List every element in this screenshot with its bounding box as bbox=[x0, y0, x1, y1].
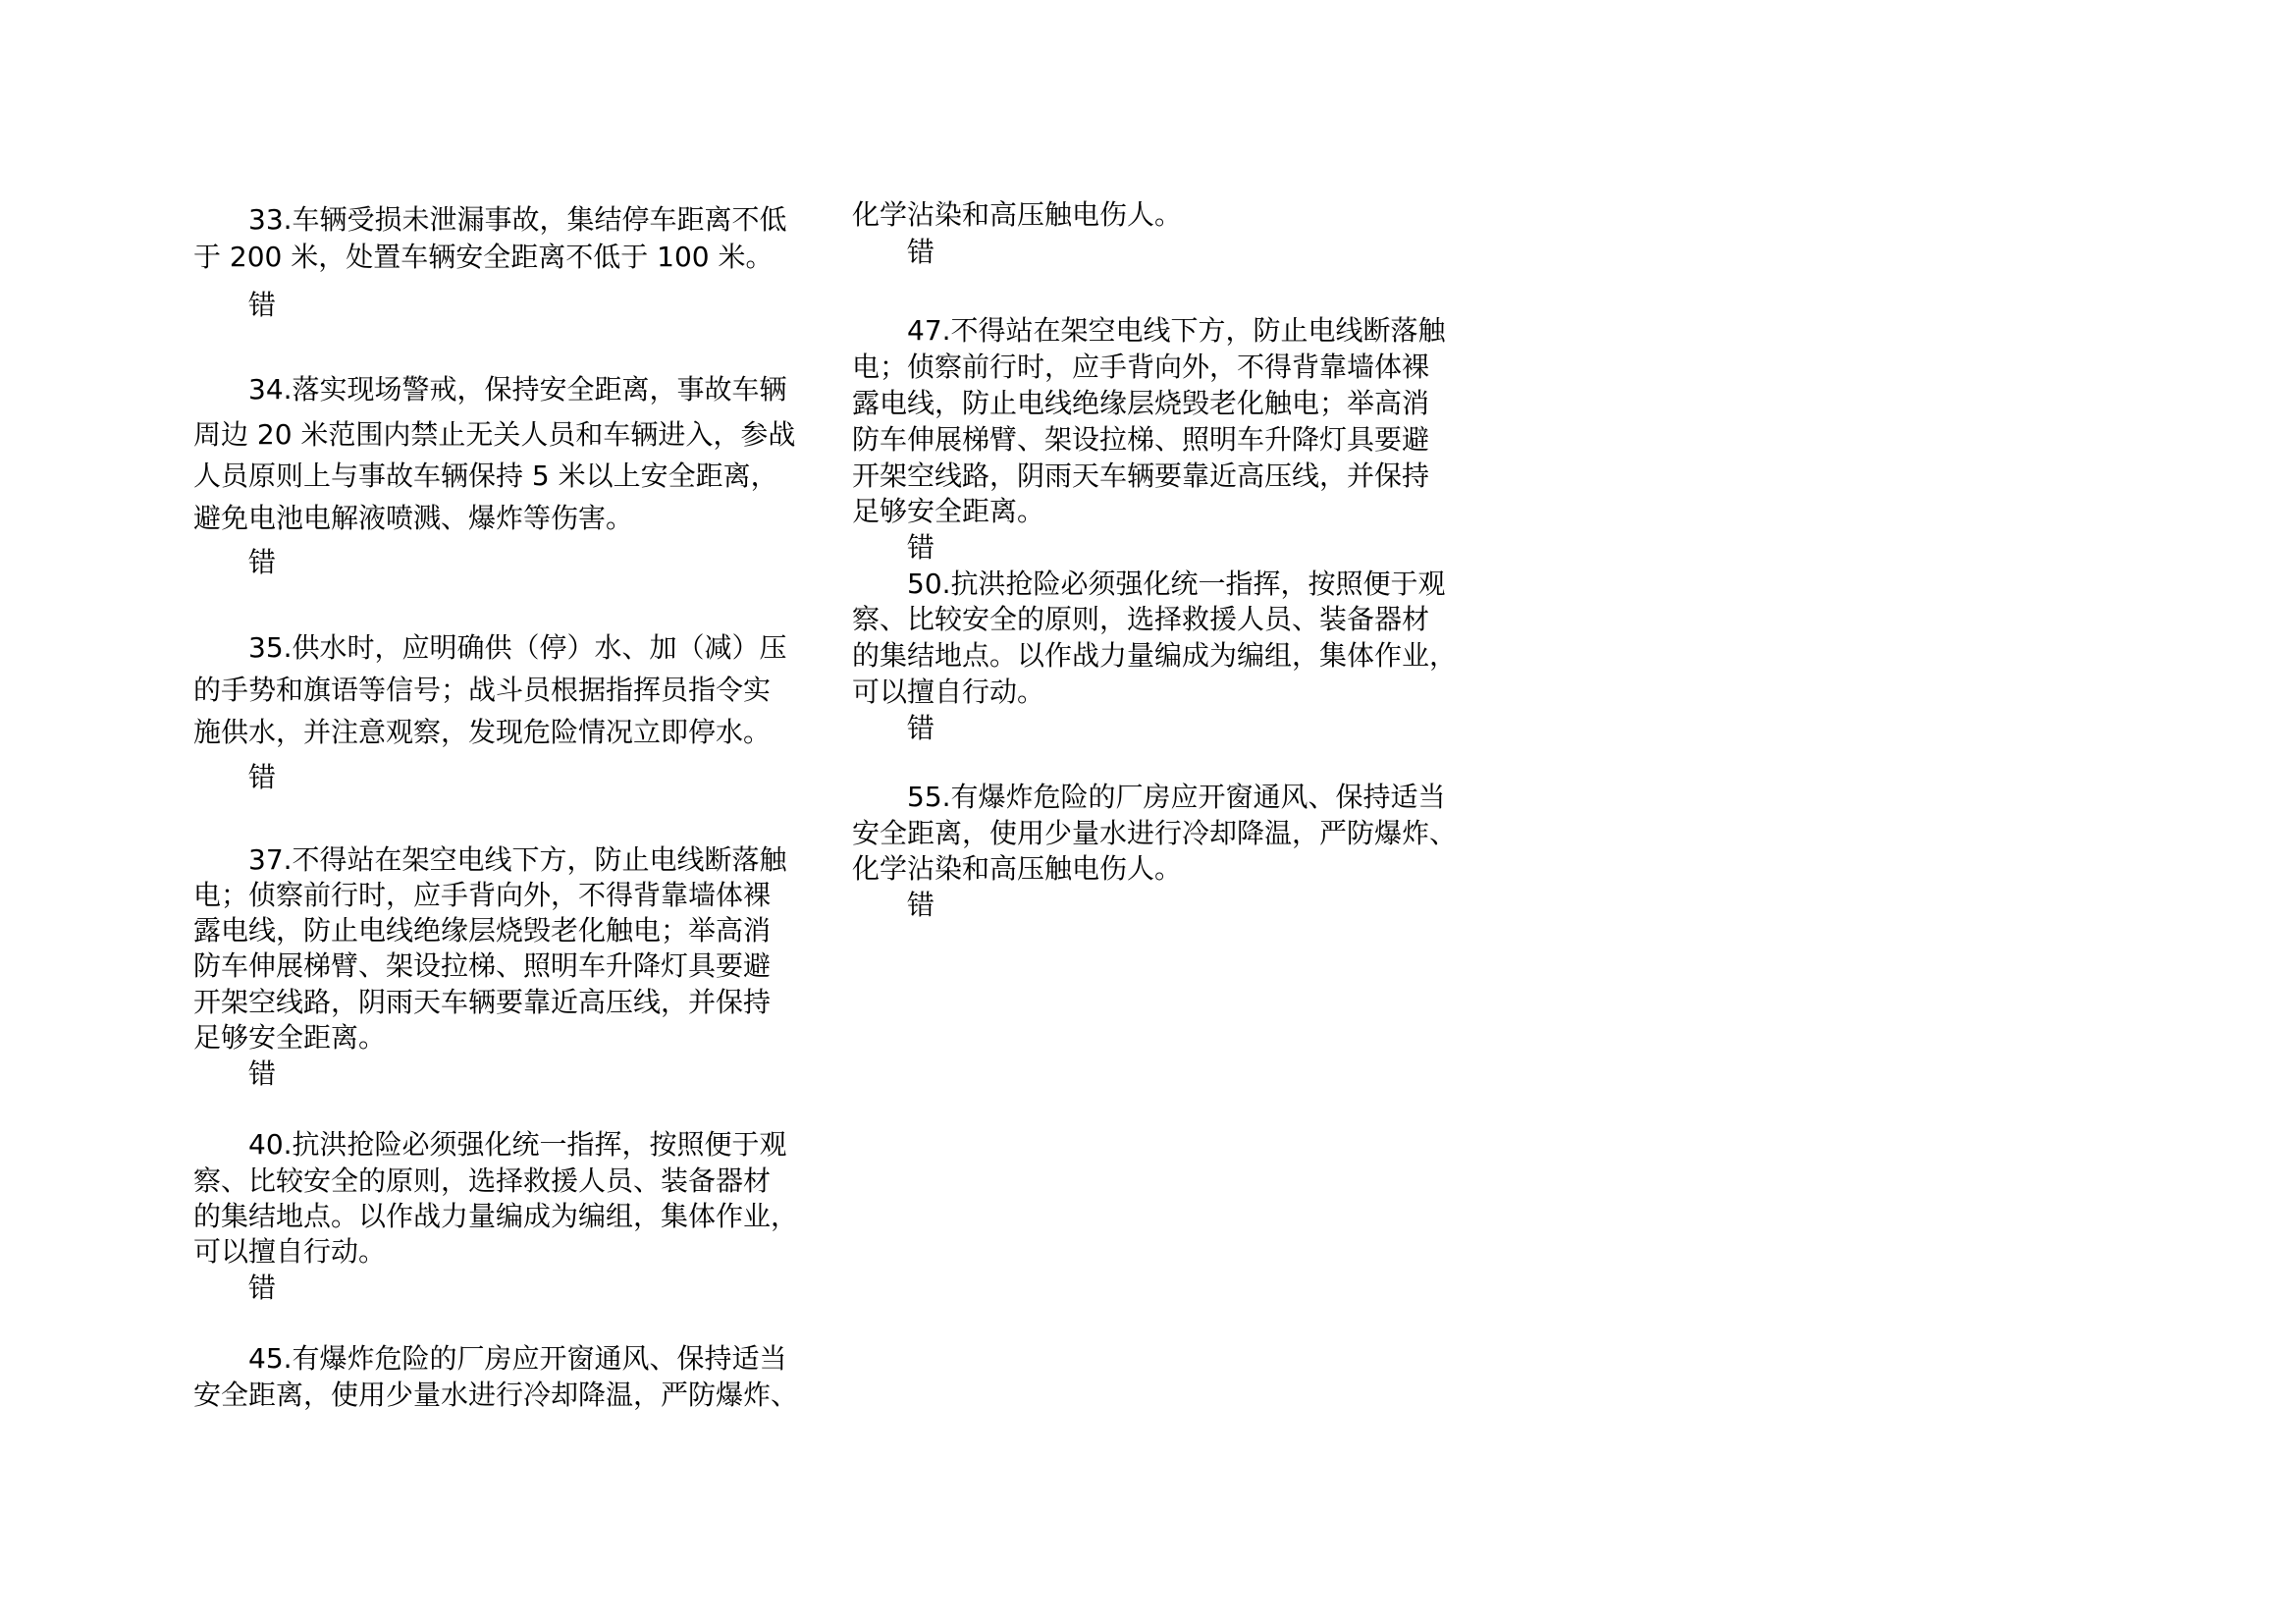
question-line: 的集结地点。以作战力量编成为编组，集体作业， bbox=[852, 639, 1458, 672]
question-line: 避免电池电解液喷溅、爆炸等伤害。 bbox=[193, 502, 634, 534]
answer-text: 错 bbox=[248, 1057, 277, 1090]
question-line: 足够安全距离。 bbox=[193, 1021, 387, 1054]
answer-text: 错 bbox=[248, 546, 277, 578]
question-line: 于 200 米，处置车辆安全距离不低于 100 米。 bbox=[193, 241, 774, 273]
question-line: 察、比较安全的原则，选择救援人员、装备器材 bbox=[193, 1164, 772, 1197]
question-line: 安全距离，使用少量水进行冷却降温，严防爆炸、 bbox=[193, 1379, 799, 1411]
question-line: 34.落实现场警戒，保持安全距离，事故车辆 bbox=[248, 373, 787, 406]
question-line: 电；侦察前行时，应手背向外，不得背靠墙体裸 bbox=[193, 879, 772, 911]
question-line: 开架空线路，阴雨天车辆要靠近高压线，并保持 bbox=[193, 986, 772, 1018]
question-line: 察、比较安全的原则，选择救援人员、装备器材 bbox=[852, 603, 1430, 635]
answer-text: 错 bbox=[248, 289, 277, 321]
question-line: 防车伸展梯臂、架设拉梯、照明车升降灯具要避 bbox=[193, 949, 772, 982]
question-line: 55.有爆炸危险的厂房应开窗通风、保持适当 bbox=[907, 781, 1446, 813]
question-line: 可以擅自行动。 bbox=[852, 676, 1045, 708]
question-line: 露电线，防止电线绝缘层烧毁老化触电；举高消 bbox=[193, 914, 772, 947]
question-line: 50.抗洪抢险必须强化统一指挥，按照便于观 bbox=[907, 568, 1446, 600]
question-line: 47.不得站在架空电线下方，防止电线断落触 bbox=[907, 314, 1446, 347]
answer-text: 错 bbox=[248, 761, 277, 793]
answer-text: 错 bbox=[907, 531, 935, 564]
answer-text: 错 bbox=[907, 889, 935, 921]
question-line: 足够安全距离。 bbox=[852, 495, 1045, 527]
question-line: 安全距离，使用少量水进行冷却降温，严防爆炸、 bbox=[852, 817, 1458, 849]
question-line: 电；侦察前行时，应手背向外，不得背靠墙体裸 bbox=[852, 351, 1430, 383]
question-line: 33.车辆受损未泄漏事故，集结停车距离不低 bbox=[248, 203, 787, 236]
question-line: 开架空线路，阴雨天车辆要靠近高压线，并保持 bbox=[852, 460, 1430, 492]
question-line: 化学沾染和高压触电伤人。 bbox=[852, 852, 1183, 885]
question-line: 的集结地点。以作战力量编成为编组，集体作业， bbox=[193, 1200, 799, 1232]
question-line: 人员原则上与事故车辆保持 5 米以上安全距离， bbox=[193, 460, 778, 492]
question-line: 的手势和旗语等信号；战斗员根据指挥员指令实 bbox=[193, 674, 772, 706]
question-line: 露电线，防止电线绝缘层烧毁老化触电；举高消 bbox=[852, 387, 1430, 419]
question-line: 37.不得站在架空电线下方，防止电线断落触 bbox=[248, 843, 787, 876]
question-line: 40.抗洪抢险必须强化统一指挥，按照便于观 bbox=[248, 1128, 787, 1161]
question-line: 可以擅自行动。 bbox=[193, 1235, 387, 1268]
question-line: 周边 20 米范围内禁止无关人员和车辆进入，参战 bbox=[193, 418, 796, 451]
question-line: 45.有爆炸危险的厂房应开窗通风、保持适当 bbox=[248, 1342, 787, 1375]
answer-text: 错 bbox=[907, 712, 935, 744]
question-line: 防车伸展梯臂、架设拉梯、照明车升降灯具要避 bbox=[852, 423, 1430, 456]
question-line: 化学沾染和高压触电伤人。 bbox=[852, 198, 1183, 231]
answer-text: 错 bbox=[907, 236, 935, 268]
answer-text: 错 bbox=[248, 1272, 277, 1304]
question-line: 施供水，并注意观察，发现危险情况立即停水。 bbox=[193, 716, 772, 748]
question-line: 35.供水时，应明确供（停）水、加（减）压 bbox=[248, 631, 787, 664]
